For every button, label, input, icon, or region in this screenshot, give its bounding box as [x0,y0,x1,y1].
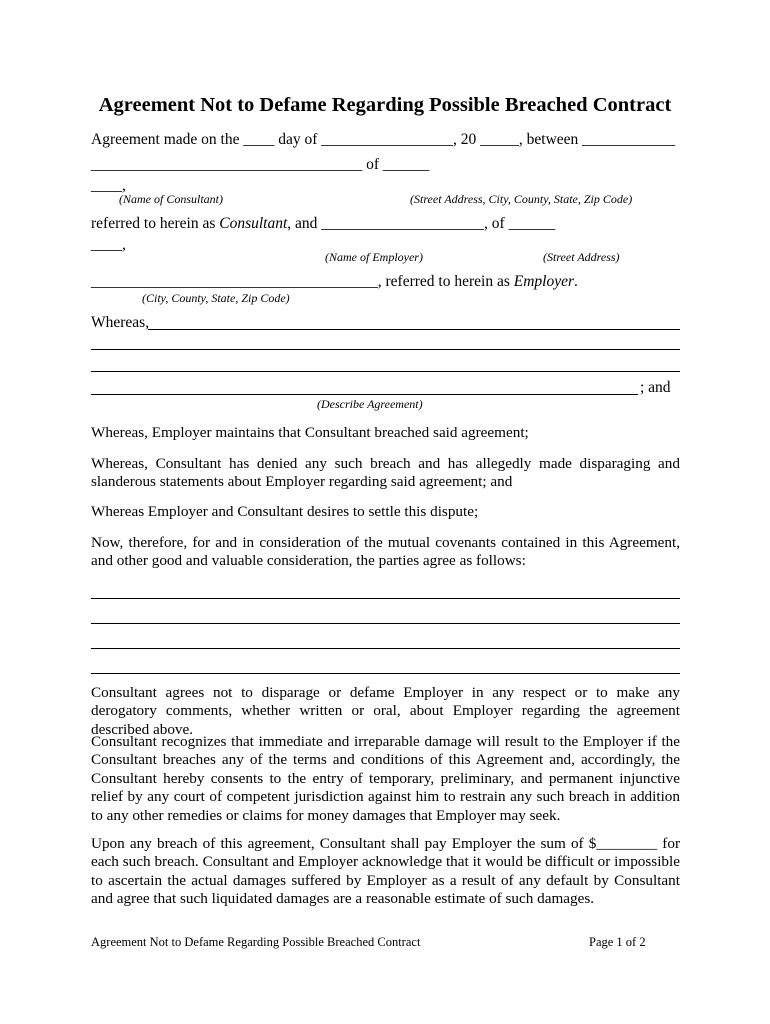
consultant-line-pre: referred to herein as [91,215,220,232]
footer-page-number: Page 1 of 2 [589,935,646,949]
document-title: Agreement Not to Defame Regarding Possible Breached Contract [98,94,672,116]
terms-blank-line-3 [91,648,680,649]
caption-consultant-address: (Street Address, City, County, State, Zip Code) [410,192,633,206]
employer-line-post: . [574,273,578,290]
employer-line-pre: _____________________________________, referred to herein as [91,273,514,290]
terms-blank-line-4 [91,673,680,674]
consultant-line [91,215,555,233]
whereas-blank-line-4 [91,394,638,395]
paragraph-now-therefore: Now, therefore, for and in consideration of the mutual covenants contained in this Agreement, and other good and valuable consideration, the parties agree as follows: [91,534,680,570]
terms-blank-line-1 [91,598,680,599]
caption-describe-agreement: (Describe Agreement) [317,397,423,411]
whereas-blank-line-2 [91,349,680,350]
caption-employer-name: (Name of Employer) [325,250,423,264]
terms-blank-line-2 [91,623,680,624]
whereas-label: Whereas, [91,314,153,331]
paragraph-liquidated-damages: Upon any breach of this agreement, Consultant shall pay Employer the sum of $________ for each such breach. Consultant and Employer acknowledge that it would be difficult or impossible to ascertain the actual damages suffered by Employer as a result of any default by Consultant and agree that such liquidated damages are a reasonable estimate of such damages. [91,835,680,908]
paragraph-injunctive-relief: Consultant recognizes that immediate and irreparable damage will result to the Employer if the Consultant breaches any of the terms and conditions of this Agreement and, accordingly, the Consultant hereby consents to the entry of temporary, preliminary, and permanent injunctive relief by any court of competent jurisdiction against him to restrain any such breach in addition to any other remedies or claims for money damages that Employer may seek. [91,733,680,824]
paragraph-breach-claim: Whereas, Employer maintains that Consultant breached said agreement; [91,424,529,441]
consultant-line-post: , and _____________________, of ______ [287,215,556,232]
paragraph-settle: Whereas Employer and Consultant desires to settle this dispute; [91,503,479,520]
intro-line-3: ____, [91,177,126,194]
whereas-end: ; and [640,379,671,396]
caption-employer-street: (Street Address) [543,250,620,264]
consultant-line-2: ____, [91,236,126,253]
whereas-blank-line-1 [148,329,680,330]
whereas-blank-line-3 [91,371,680,372]
intro-line-1: Agreement made on the ____ day of _________________, 20 _____, between ____________ [91,131,676,148]
intro-line-2: ___________________________________ of ______ [91,156,430,173]
employer-line [91,273,578,291]
paragraph-denial: Whereas, Consultant has denied any such breach and has allegedly made disparaging and slanderous statements about Employer regarding said agreement; and [91,455,680,491]
caption-city: (City, County, State, Zip Code) [142,291,290,305]
caption-consultant-name: (Name of Consultant) [119,192,223,206]
paragraph-no-disparage: Consultant agrees not to disparage or defame Employer in any respect or to make any derogatory comments, whether written or oral, about Employer regarding the agreement described above. [91,684,680,738]
footer-title: Agreement Not to Defame Regarding Possible Breached Contract [91,935,421,949]
employer-term: Employer [513,273,574,290]
consultant-term: Consultant [219,215,288,232]
